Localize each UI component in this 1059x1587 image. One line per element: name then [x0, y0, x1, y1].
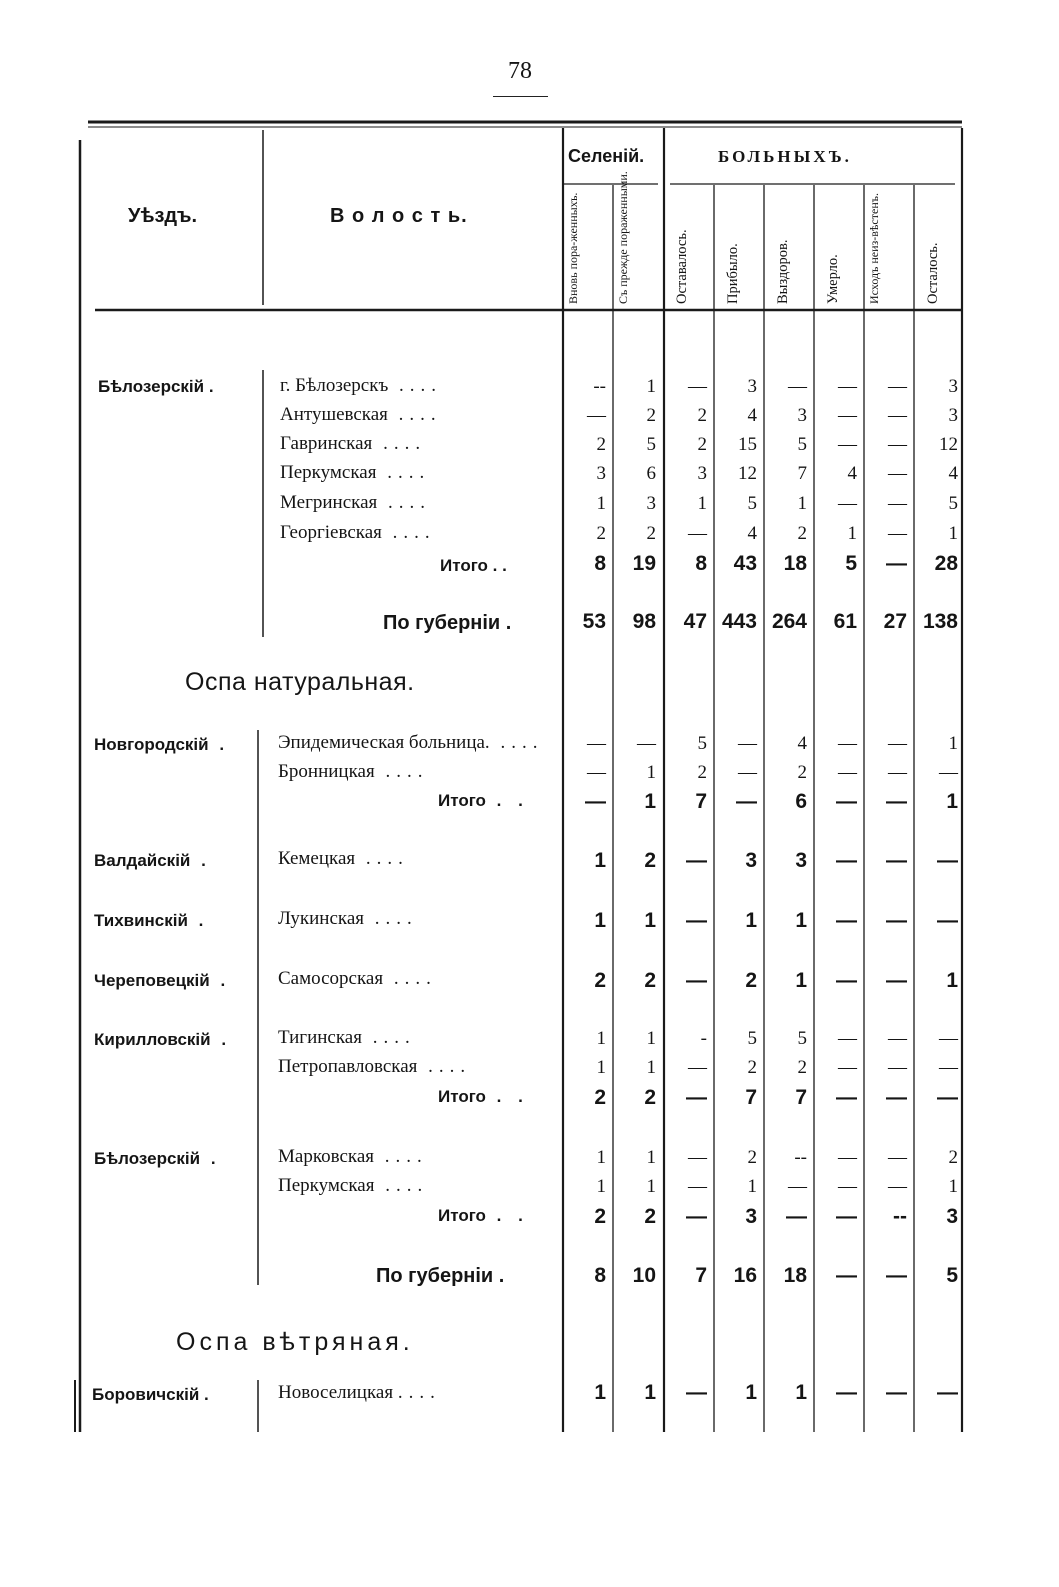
table-cell: —	[939, 762, 958, 783]
table-cell: —	[838, 376, 857, 397]
table-cell: 43	[733, 552, 757, 575]
table-cell: 1	[646, 762, 656, 783]
table-cell: 2	[644, 1205, 656, 1228]
table-cell: —	[838, 434, 857, 455]
table-cell: 18	[783, 1264, 807, 1287]
table-cell: 1	[795, 969, 807, 992]
table-cell: 1	[747, 1176, 757, 1197]
table-cell: 1	[948, 1176, 958, 1197]
volost-label: Мегринская ....	[280, 492, 432, 513]
table-cell: —	[937, 1086, 958, 1109]
volost-label: Гавринская ....	[280, 433, 427, 454]
table-cell: 8	[594, 1264, 606, 1287]
table-cell: 1	[797, 493, 807, 514]
uezd-label: Череповецкій .	[94, 971, 232, 990]
table-cell: 7	[695, 790, 707, 813]
gubernia-label-2: По губерніи .	[376, 1265, 505, 1287]
volost-label: г. Бѣлозерскъ ....	[280, 375, 443, 396]
col-head-ostavalos: Оставалось.	[674, 229, 690, 304]
table-cell: —	[937, 909, 958, 932]
table-cell: 2	[594, 1205, 606, 1228]
table-cell: 3	[745, 1205, 757, 1228]
table-cell: —	[838, 762, 857, 783]
table-cell: 1	[594, 1381, 606, 1404]
table-cell: —	[888, 1147, 907, 1168]
table-cell: 1	[946, 790, 958, 813]
volost-label: Перкумская ....	[280, 462, 431, 483]
table-cell: 2	[697, 434, 707, 455]
table-cell: 5	[948, 493, 958, 514]
table-cell: 1	[596, 1176, 606, 1197]
table-cell: —	[736, 790, 757, 813]
table-cell: 53	[582, 610, 606, 633]
table-cell: —	[886, 552, 907, 575]
table-cell: 1	[646, 1028, 656, 1049]
table-cell: —	[886, 1086, 907, 1109]
table-cell: 3	[948, 405, 958, 426]
table-cell: 7	[695, 1264, 707, 1287]
table-cell: 7	[745, 1086, 757, 1109]
volost-label: Петропавловская ....	[278, 1056, 472, 1077]
table-cell: —	[886, 969, 907, 992]
table-cell: 2	[646, 523, 656, 544]
table-cell: 3	[747, 376, 757, 397]
section-title-wind: Оспа вѣтряная.	[176, 1328, 414, 1356]
table-cell: 10	[632, 1264, 656, 1287]
table-cell: 16	[733, 1264, 757, 1287]
table-cell: 5	[747, 493, 757, 514]
col-head-vyzdorov: Выздоров.	[775, 239, 791, 304]
table-cell: 5	[697, 733, 707, 754]
table-cell: —	[688, 1147, 707, 1168]
table-cell: —	[838, 1147, 857, 1168]
table-cell: —	[836, 1381, 857, 1404]
table-cell: --	[893, 1205, 907, 1228]
table-cell: 1	[745, 909, 757, 932]
col-head-prezhde: Съ прежде пораженными.	[616, 171, 630, 304]
table-cell: 8	[594, 552, 606, 575]
table-cell: —	[686, 1205, 707, 1228]
table-cell: 1	[644, 909, 656, 932]
table-cell: 1	[596, 1057, 606, 1078]
table-cell: 5	[845, 552, 857, 575]
table-cell: —	[886, 909, 907, 932]
table-cell: --	[794, 1147, 807, 1168]
table-cell: 2	[646, 405, 656, 426]
table-cell: 3	[596, 463, 606, 484]
page-number: 78	[508, 58, 532, 84]
table-cell: 2	[747, 1057, 757, 1078]
table-cell: —	[939, 1028, 958, 1049]
table-cell: —	[937, 1381, 958, 1404]
table-cell: —	[836, 1264, 857, 1287]
table-cell: 2	[797, 762, 807, 783]
table-cell: 5	[797, 1028, 807, 1049]
volost-label: Кемецкая ....	[278, 848, 409, 869]
table-cell: —	[836, 969, 857, 992]
table-cell: —	[587, 733, 606, 754]
table-cell: —	[836, 909, 857, 932]
table-cell: —	[788, 376, 807, 397]
col-head-vnov: Вновь пора-женныхъ.	[566, 192, 580, 304]
table-cell: —	[637, 733, 656, 754]
table-cell: —	[688, 1176, 707, 1197]
table-cell: 4	[797, 733, 807, 754]
table-cell: —	[786, 1205, 807, 1228]
table-cell: 1	[596, 1147, 606, 1168]
table-cell: 4	[747, 523, 757, 544]
table-cell: 6	[795, 790, 807, 813]
table-cell: 2	[797, 523, 807, 544]
table-cell: —	[587, 405, 606, 426]
table-cell: 443	[721, 610, 757, 633]
table-cell: —	[888, 523, 907, 544]
table-cell: 1	[697, 493, 707, 514]
header-seleniy: Селеній.	[568, 146, 645, 166]
table-cell: 1	[596, 1028, 606, 1049]
table-cell: —	[688, 1057, 707, 1078]
table-cell: 5	[747, 1028, 757, 1049]
volost-label: Георгіевская ....	[280, 522, 436, 543]
uezd-label: Бѣлозерскій .	[94, 1149, 222, 1168]
table-cell: 1	[646, 1147, 656, 1168]
table-cell: 2	[697, 762, 707, 783]
volost-label: Тигинская ....	[278, 1027, 416, 1048]
volost-label: Бронницкая ....	[278, 761, 429, 782]
table-cell: 18	[783, 552, 807, 575]
col-head-ostalos: Осталось.	[925, 242, 941, 304]
table-cell: —	[686, 969, 707, 992]
table-cell: 1	[596, 493, 606, 514]
table-cell: —	[836, 1086, 857, 1109]
table-cell: 2	[697, 405, 707, 426]
table-cell: —	[939, 1057, 958, 1078]
table-cell: —	[888, 762, 907, 783]
table-cell: 3	[946, 1205, 958, 1228]
volost-label: Перкумская ....	[278, 1175, 429, 1196]
table-cell: 28	[934, 552, 958, 575]
table-cell: 1	[745, 1381, 757, 1404]
table-cell: —	[888, 1028, 907, 1049]
table-cell: 1	[646, 376, 656, 397]
table-cell: 1	[946, 969, 958, 992]
table-cell: 7	[795, 1086, 807, 1109]
header-bolnykh: БОЛЬНЫХЪ.	[718, 147, 852, 166]
col-head-umerlo: Умерло.	[825, 254, 841, 304]
col-head-pribylo: Прибыло.	[725, 243, 741, 304]
table-cell: 5	[646, 434, 656, 455]
volost-label: Антушевская ....	[280, 404, 442, 425]
table-cell: —	[888, 405, 907, 426]
table-cell: 1	[594, 849, 606, 872]
itogo-label: Итого . .	[438, 1206, 529, 1225]
table-cell: 5	[797, 434, 807, 455]
table-cell: 6	[646, 463, 656, 484]
table-cell: 3	[745, 849, 757, 872]
table-cell: —	[886, 849, 907, 872]
table-cell: 12	[939, 434, 958, 455]
itogo-label: Итого . .	[438, 1087, 529, 1106]
table-cell: 2	[745, 969, 757, 992]
table-cell: —	[686, 909, 707, 932]
table-cell: 3	[697, 463, 707, 484]
table-cell: --	[593, 376, 606, 397]
uezd-label: Валдайскій .	[94, 851, 212, 870]
volost-label: Лукинская ....	[278, 908, 418, 929]
table-cell: —	[888, 376, 907, 397]
itogo-label: Итого . .	[438, 791, 529, 810]
table-cell: 2	[644, 969, 656, 992]
table-cell: 2	[797, 1057, 807, 1078]
uezd-label: Новгородскій .	[94, 735, 231, 754]
table-cell: —	[738, 733, 757, 754]
gubernia-label: По губерніи .	[383, 612, 512, 634]
table-cell: —	[886, 1381, 907, 1404]
table-cell: 1	[795, 1381, 807, 1404]
volost-label: Самосорская ....	[278, 968, 437, 989]
table-cell: 2	[948, 1147, 958, 1168]
volost-label: Эпидемическая больница. ....	[278, 732, 544, 753]
table-cell: 1	[948, 523, 958, 544]
table-cell: —	[836, 790, 857, 813]
volost-label: Марковская ....	[278, 1146, 428, 1167]
table-cell: 3	[948, 376, 958, 397]
table-cell: 264	[771, 610, 807, 633]
table-cell: 1	[644, 1381, 656, 1404]
table-cell: 2	[596, 523, 606, 544]
table-cell: —	[888, 434, 907, 455]
table-cell: 2	[594, 969, 606, 992]
table-cell: —	[838, 1057, 857, 1078]
table-cell: 47	[683, 610, 707, 633]
table-cell: 61	[833, 610, 857, 633]
uezd-label: Кирилловскій .	[94, 1030, 233, 1049]
table-cell: 138	[922, 610, 958, 633]
table-cell: —	[888, 733, 907, 754]
table-cell: —	[688, 523, 707, 544]
table-cell: —	[886, 790, 907, 813]
table-cell: —	[838, 1176, 857, 1197]
table-cell: —	[836, 849, 857, 872]
table-cell: —	[937, 849, 958, 872]
table-cell: —	[838, 733, 857, 754]
table-cell: —	[886, 1264, 907, 1287]
table-cell: —	[838, 493, 857, 514]
table-cell: —	[686, 1086, 707, 1109]
table-cell: —	[738, 762, 757, 783]
header-volost: В о л о с т ь.	[330, 205, 468, 227]
uezd-label: Тихвинскій .	[94, 911, 210, 930]
table-cell: 2	[596, 434, 606, 455]
table-cell: 1	[644, 790, 656, 813]
table-cell: -	[700, 1028, 707, 1049]
uezd-label: Боровичскій .	[92, 1385, 209, 1404]
table-cell: —	[836, 1205, 857, 1228]
table-cell: 4	[747, 405, 757, 426]
table-cell: 3	[795, 849, 807, 872]
table-cell: 1	[948, 733, 958, 754]
header-uezd: Уѣздъ.	[128, 205, 198, 227]
table-cell: 15	[738, 434, 757, 455]
table-cell: —	[686, 849, 707, 872]
table-cell: 3	[646, 493, 656, 514]
table-cell: 2	[594, 1086, 606, 1109]
table-cell: —	[688, 376, 707, 397]
table-cell: 1	[646, 1176, 656, 1197]
table-cell: 7	[797, 463, 807, 484]
table-cell: 12	[738, 463, 757, 484]
table-cell: —	[686, 1381, 707, 1404]
table-cell: —	[838, 1028, 857, 1049]
volost-label: Новоселицкая ....	[278, 1382, 441, 1403]
table-cell: 4	[948, 463, 958, 484]
table-cell: —	[888, 1057, 907, 1078]
table-cell: 27	[883, 610, 907, 633]
table-cell: 2	[747, 1147, 757, 1168]
table-cell: 98	[632, 610, 656, 633]
table-cell: 5	[946, 1264, 958, 1287]
table-cell: 1	[795, 909, 807, 932]
table-cell: —	[838, 405, 857, 426]
table-cell: 8	[695, 552, 707, 575]
table-cell: 3	[797, 405, 807, 426]
table-cell: —	[888, 1176, 907, 1197]
table-cell: —	[788, 1176, 807, 1197]
table-cell: 19	[632, 552, 656, 575]
table-cell: 2	[644, 849, 656, 872]
table-cell: —	[587, 762, 606, 783]
table-cell: 1	[646, 1057, 656, 1078]
table-cell: —	[585, 790, 606, 813]
table-cell: —	[888, 493, 907, 514]
itogo-label: Итого . .	[440, 556, 507, 575]
table-cell: —	[888, 463, 907, 484]
table-cell: 2	[644, 1086, 656, 1109]
uezd-label: Бѣлозерскій .	[98, 377, 214, 396]
section-title-natural: Оспа натуральная.	[185, 668, 415, 696]
col-head-iskhod: Исходъ неиз-вѣстенъ.	[867, 193, 881, 304]
table-cell: 1	[594, 909, 606, 932]
table-cell: 4	[847, 463, 857, 484]
table-cell: 1	[847, 523, 857, 544]
